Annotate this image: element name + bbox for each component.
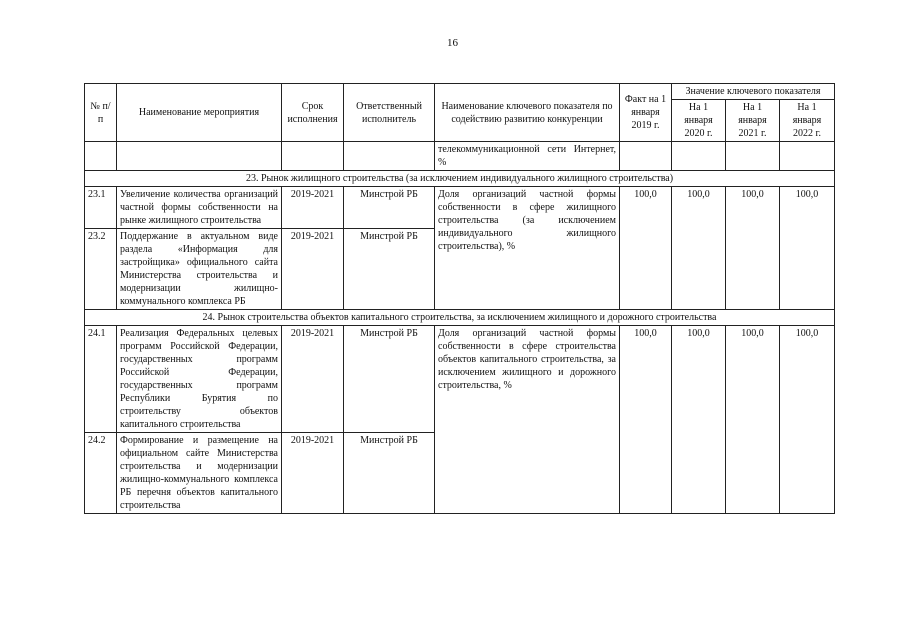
row-indicator: Доля организаций частной формы собственности в сфере жилищного строительства (за исключением индивидуального жилищного строительства), % <box>435 187 620 310</box>
header-year-2022: На 1 января 2022 г. <box>780 100 835 142</box>
header-year-2021: На 1 января 2021 г. <box>726 100 780 142</box>
row-value-2020: 100,0 <box>672 187 726 310</box>
row-value-2020: 100,0 <box>672 326 726 514</box>
row-num: 23.1 <box>85 187 117 229</box>
table-row <box>85 326 835 433</box>
row-num: 24.2 <box>85 433 117 514</box>
row-term: 2019-2021 <box>282 229 344 310</box>
row-term: 2019-2021 <box>282 326 344 433</box>
row-event: Реализация Федеральных целевых программ Российской Федерации, государственных программ Российской Федерации, государственных программ Республики Бурятия по строительству объектов капитального строительства <box>117 326 282 433</box>
row-event: Поддержание в актуальном виде раздела «Информация для застройщика» официального сайта Министерства строительства и модернизации жилищно-коммунального комплекса РБ <box>117 229 282 310</box>
row-term: 2019-2021 <box>282 433 344 514</box>
row-fact: 100,0 <box>620 187 672 310</box>
section-title: 24. Рынок строительства объектов капитального строительства, за исключением жилищного и дорожного строительства <box>85 310 835 326</box>
header-term: Срок исполнения <box>282 84 344 142</box>
row-responsible: Минстрой РБ <box>344 326 435 433</box>
row-responsible: Минстрой РБ <box>344 187 435 229</box>
row-indicator: Доля организаций частной формы собственности в сфере строительства объектов капитального строительства, за исключением жилищного и дорожного строительства, % <box>435 326 620 514</box>
row-event: Увеличение количества организаций частной формы собственности на рынке жилищного строительства <box>117 187 282 229</box>
measures-table <box>84 83 835 514</box>
row-value-2022: 100,0 <box>780 326 835 514</box>
row-responsible: Минстрой РБ <box>344 433 435 514</box>
row-value-2021: 100,0 <box>726 326 780 514</box>
table-row <box>85 187 835 229</box>
section-title: 23. Рынок жилищного строительства (за исключением индивидуального жилищного строительства) <box>85 171 835 187</box>
row-responsible: Минстрой РБ <box>344 229 435 310</box>
row-event: Формирование и размещение на официальном сайте Министерства строительства и модернизации жилищно-коммунального комплекса РБ перечня объектов капитального строительства <box>117 433 282 514</box>
header-num: № п/п <box>85 84 117 142</box>
header-year-2020: На 1 января 2020 г. <box>672 100 726 142</box>
row-num: 23.2 <box>85 229 117 310</box>
row-fact: 100,0 <box>620 326 672 514</box>
section-header-row <box>85 310 835 326</box>
row-value-2022: 100,0 <box>780 187 835 310</box>
row-term: 2019-2021 <box>282 187 344 229</box>
header-values-group: Значение ключевого показателя <box>672 84 835 100</box>
continuation-indicator-text: телекоммуникационной сети Интернет, % <box>435 142 620 171</box>
header-fact: Факт на 1 января 2019 г. <box>620 84 672 142</box>
continuation-row <box>85 142 835 171</box>
section-header-row <box>85 171 835 187</box>
row-num: 24.1 <box>85 326 117 433</box>
row-value-2021: 100,0 <box>726 187 780 310</box>
header-indicator: Наименование ключевого показателя по содействию развитию конкуренции <box>435 84 620 142</box>
header-responsible: Ответственный исполнитель <box>344 84 435 142</box>
page-number: 16 <box>447 37 458 49</box>
header-event: Наименование мероприятия <box>117 84 282 142</box>
